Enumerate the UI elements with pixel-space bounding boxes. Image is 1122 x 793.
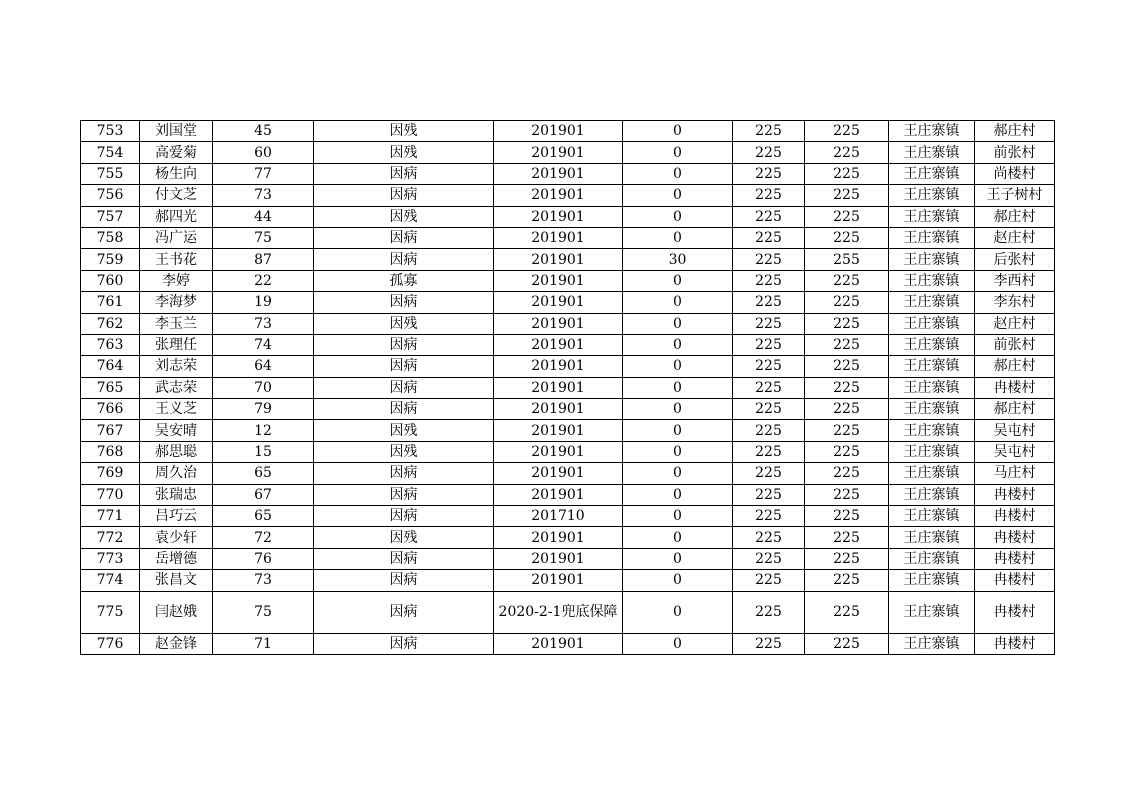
cause-cell: 因病	[314, 484, 494, 505]
village-cell: 冉楼村	[975, 633, 1055, 654]
start-date-cell: 201901	[494, 377, 623, 398]
row-number-cell: 766	[81, 399, 140, 420]
town-cell: 王庄寨镇	[889, 463, 975, 484]
roster-body	[81, 121, 1055, 655]
base-amount-cell: 225	[733, 356, 805, 377]
row-number-cell: 773	[81, 548, 140, 569]
supplement-cell: 0	[623, 334, 733, 355]
village-cell: 吴屯村	[975, 441, 1055, 462]
row-number-cell: 769	[81, 463, 140, 484]
age-cell: 79	[213, 399, 314, 420]
supplement-cell: 0	[623, 270, 733, 291]
village-cell: 前张村	[975, 334, 1055, 355]
row-number-cell: 762	[81, 313, 140, 334]
table-row	[81, 227, 1055, 248]
village-cell: 郝庄村	[975, 206, 1055, 227]
name-cell: 吕巧云	[140, 506, 213, 527]
cause-cell: 因残	[314, 420, 494, 441]
base-amount-cell: 225	[733, 313, 805, 334]
table-row	[81, 633, 1055, 654]
start-date-cell: 201901	[494, 185, 623, 206]
base-amount-cell: 225	[733, 506, 805, 527]
village-cell: 冉楼村	[975, 506, 1055, 527]
name-cell: 袁少轩	[140, 527, 213, 548]
supplement-cell: 0	[623, 506, 733, 527]
age-cell: 71	[213, 633, 314, 654]
cause-cell: 因病	[314, 399, 494, 420]
town-cell: 王庄寨镇	[889, 313, 975, 334]
supplement-cell: 0	[623, 399, 733, 420]
village-cell: 尚楼村	[975, 163, 1055, 184]
name-cell: 冯广运	[140, 227, 213, 248]
row-number-cell: 768	[81, 441, 140, 462]
start-date-cell: 201901	[494, 633, 623, 654]
name-cell: 高爱菊	[140, 142, 213, 163]
start-date-cell: 201901	[494, 484, 623, 505]
start-date-cell: 201901	[494, 249, 623, 270]
cause-cell: 因病	[314, 570, 494, 591]
row-number-cell: 756	[81, 185, 140, 206]
cause-cell: 因病	[314, 463, 494, 484]
total-amount-cell: 225	[805, 527, 889, 548]
table-row	[81, 377, 1055, 398]
age-cell: 12	[213, 420, 314, 441]
name-cell: 闫赵娥	[140, 591, 213, 633]
village-cell: 赵庄村	[975, 227, 1055, 248]
age-cell: 44	[213, 206, 314, 227]
total-amount-cell: 225	[805, 377, 889, 398]
name-cell: 王书花	[140, 249, 213, 270]
supplement-cell: 0	[623, 356, 733, 377]
supplement-cell: 0	[623, 484, 733, 505]
table-row	[81, 463, 1055, 484]
town-cell: 王庄寨镇	[889, 163, 975, 184]
name-cell: 张瑞忠	[140, 484, 213, 505]
row-number-cell: 771	[81, 506, 140, 527]
base-amount-cell: 225	[733, 142, 805, 163]
age-cell: 45	[213, 121, 314, 142]
table-row	[81, 249, 1055, 270]
row-number-cell: 774	[81, 570, 140, 591]
total-amount-cell: 225	[805, 633, 889, 654]
supplement-cell: 0	[623, 377, 733, 398]
town-cell: 王庄寨镇	[889, 484, 975, 505]
total-amount-cell: 225	[805, 121, 889, 142]
base-amount-cell: 225	[733, 633, 805, 654]
base-amount-cell: 225	[733, 334, 805, 355]
name-cell: 郝思聪	[140, 441, 213, 462]
age-cell: 19	[213, 292, 314, 313]
base-amount-cell: 225	[733, 484, 805, 505]
name-cell: 张昌文	[140, 570, 213, 591]
age-cell: 22	[213, 270, 314, 291]
supplement-cell: 0	[623, 313, 733, 334]
total-amount-cell: 225	[805, 313, 889, 334]
age-cell: 60	[213, 142, 314, 163]
age-cell: 73	[213, 313, 314, 334]
village-cell: 后张村	[975, 249, 1055, 270]
cause-cell: 因病	[314, 591, 494, 633]
name-cell: 吴安晴	[140, 420, 213, 441]
row-number-cell: 755	[81, 163, 140, 184]
supplement-cell: 0	[623, 185, 733, 206]
cause-cell: 因病	[314, 506, 494, 527]
row-number-cell: 754	[81, 142, 140, 163]
total-amount-cell: 225	[805, 484, 889, 505]
total-amount-cell: 225	[805, 227, 889, 248]
total-amount-cell: 255	[805, 249, 889, 270]
cause-cell: 因病	[314, 292, 494, 313]
cause-cell: 因残	[314, 527, 494, 548]
village-cell: 赵庄村	[975, 313, 1055, 334]
start-date-cell: 201901	[494, 441, 623, 462]
base-amount-cell: 225	[733, 527, 805, 548]
supplement-cell: 0	[623, 292, 733, 313]
cause-cell: 因病	[314, 185, 494, 206]
start-date-cell: 201901	[494, 527, 623, 548]
town-cell: 王庄寨镇	[889, 377, 975, 398]
name-cell: 张理任	[140, 334, 213, 355]
town-cell: 王庄寨镇	[889, 334, 975, 355]
name-cell: 郝四光	[140, 206, 213, 227]
row-number-cell: 767	[81, 420, 140, 441]
total-amount-cell: 225	[805, 142, 889, 163]
town-cell: 王庄寨镇	[889, 420, 975, 441]
town-cell: 王庄寨镇	[889, 121, 975, 142]
cause-cell: 因病	[314, 334, 494, 355]
town-cell: 王庄寨镇	[889, 399, 975, 420]
total-amount-cell: 225	[805, 185, 889, 206]
row-number-cell: 775	[81, 591, 140, 633]
row-number-cell: 765	[81, 377, 140, 398]
supplement-cell: 0	[623, 163, 733, 184]
town-cell: 王庄寨镇	[889, 185, 975, 206]
row-number-cell: 753	[81, 121, 140, 142]
base-amount-cell: 225	[733, 399, 805, 420]
village-cell: 李东村	[975, 292, 1055, 313]
supplement-cell: 30	[623, 249, 733, 270]
age-cell: 75	[213, 227, 314, 248]
age-cell: 73	[213, 570, 314, 591]
name-cell: 岳增德	[140, 548, 213, 569]
cause-cell: 因病	[314, 163, 494, 184]
start-date-cell: 201901	[494, 270, 623, 291]
town-cell: 王庄寨镇	[889, 591, 975, 633]
table-row	[81, 527, 1055, 548]
assistance-roster-table	[80, 120, 1055, 655]
table-row	[81, 399, 1055, 420]
base-amount-cell: 225	[733, 206, 805, 227]
table-row	[81, 270, 1055, 291]
town-cell: 王庄寨镇	[889, 270, 975, 291]
start-date-cell: 201901	[494, 463, 623, 484]
total-amount-cell: 225	[805, 506, 889, 527]
name-cell: 武志荣	[140, 377, 213, 398]
base-amount-cell: 225	[733, 163, 805, 184]
age-cell: 74	[213, 334, 314, 355]
start-date-cell: 201901	[494, 548, 623, 569]
village-cell: 前张村	[975, 142, 1055, 163]
total-amount-cell: 225	[805, 334, 889, 355]
start-date-cell: 201901	[494, 163, 623, 184]
start-date-cell: 2020-2-1兜底保障	[494, 591, 623, 633]
village-cell: 冉楼村	[975, 570, 1055, 591]
table-row	[81, 506, 1055, 527]
supplement-cell: 0	[623, 227, 733, 248]
row-number-cell: 760	[81, 270, 140, 291]
row-number-cell: 761	[81, 292, 140, 313]
age-cell: 73	[213, 185, 314, 206]
name-cell: 付文芝	[140, 185, 213, 206]
start-date-cell: 201901	[494, 206, 623, 227]
town-cell: 王庄寨镇	[889, 227, 975, 248]
table-row	[81, 420, 1055, 441]
table-row	[81, 334, 1055, 355]
base-amount-cell: 225	[733, 377, 805, 398]
base-amount-cell: 225	[733, 292, 805, 313]
village-cell: 吴屯村	[975, 420, 1055, 441]
total-amount-cell: 225	[805, 163, 889, 184]
town-cell: 王庄寨镇	[889, 142, 975, 163]
name-cell: 李海梦	[140, 292, 213, 313]
village-cell: 冉楼村	[975, 548, 1055, 569]
cause-cell: 因残	[314, 206, 494, 227]
row-number-cell: 776	[81, 633, 140, 654]
age-cell: 65	[213, 506, 314, 527]
start-date-cell: 201901	[494, 334, 623, 355]
town-cell: 王庄寨镇	[889, 506, 975, 527]
row-number-cell: 764	[81, 356, 140, 377]
row-number-cell: 759	[81, 249, 140, 270]
name-cell: 杨生向	[140, 163, 213, 184]
table-row	[81, 484, 1055, 505]
table-row	[81, 591, 1055, 633]
supplement-cell: 0	[623, 420, 733, 441]
village-cell: 冉楼村	[975, 484, 1055, 505]
age-cell: 67	[213, 484, 314, 505]
base-amount-cell: 225	[733, 570, 805, 591]
cause-cell: 孤寡	[314, 270, 494, 291]
start-date-cell: 201901	[494, 570, 623, 591]
supplement-cell: 0	[623, 142, 733, 163]
village-cell: 马庄村	[975, 463, 1055, 484]
village-cell: 郝庄村	[975, 356, 1055, 377]
table-row	[81, 292, 1055, 313]
base-amount-cell: 225	[733, 227, 805, 248]
base-amount-cell: 225	[733, 548, 805, 569]
town-cell: 王庄寨镇	[889, 249, 975, 270]
total-amount-cell: 225	[805, 356, 889, 377]
table-row	[81, 548, 1055, 569]
supplement-cell: 0	[623, 463, 733, 484]
start-date-cell: 201901	[494, 121, 623, 142]
table-row	[81, 570, 1055, 591]
base-amount-cell: 225	[733, 420, 805, 441]
base-amount-cell: 225	[733, 185, 805, 206]
row-number-cell: 770	[81, 484, 140, 505]
age-cell: 15	[213, 441, 314, 462]
total-amount-cell: 225	[805, 206, 889, 227]
age-cell: 87	[213, 249, 314, 270]
town-cell: 王庄寨镇	[889, 441, 975, 462]
name-cell: 李玉兰	[140, 313, 213, 334]
age-cell: 77	[213, 163, 314, 184]
age-cell: 65	[213, 463, 314, 484]
base-amount-cell: 225	[733, 270, 805, 291]
total-amount-cell: 225	[805, 548, 889, 569]
total-amount-cell: 225	[805, 463, 889, 484]
cause-cell: 因病	[314, 548, 494, 569]
village-cell: 冉楼村	[975, 377, 1055, 398]
age-cell: 70	[213, 377, 314, 398]
start-date-cell: 201901	[494, 399, 623, 420]
supplement-cell: 0	[623, 206, 733, 227]
document-page	[80, 120, 1055, 655]
town-cell: 王庄寨镇	[889, 548, 975, 569]
row-number-cell: 758	[81, 227, 140, 248]
supplement-cell: 0	[623, 441, 733, 462]
table-row	[81, 121, 1055, 142]
village-cell: 王子树村	[975, 185, 1055, 206]
start-date-cell: 201901	[494, 227, 623, 248]
village-cell: 冉楼村	[975, 527, 1055, 548]
name-cell: 刘志荣	[140, 356, 213, 377]
town-cell: 王庄寨镇	[889, 527, 975, 548]
supplement-cell: 0	[623, 570, 733, 591]
total-amount-cell: 225	[805, 399, 889, 420]
name-cell: 刘国堂	[140, 121, 213, 142]
total-amount-cell: 225	[805, 591, 889, 633]
total-amount-cell: 225	[805, 570, 889, 591]
table-row	[81, 163, 1055, 184]
table-row	[81, 356, 1055, 377]
town-cell: 王庄寨镇	[889, 570, 975, 591]
cause-cell: 因残	[314, 142, 494, 163]
base-amount-cell: 225	[733, 441, 805, 462]
table-row	[81, 142, 1055, 163]
base-amount-cell: 225	[733, 463, 805, 484]
table-row	[81, 441, 1055, 462]
cause-cell: 因病	[314, 633, 494, 654]
age-cell: 72	[213, 527, 314, 548]
supplement-cell: 0	[623, 527, 733, 548]
table-row	[81, 206, 1055, 227]
supplement-cell: 0	[623, 121, 733, 142]
name-cell: 王义芝	[140, 399, 213, 420]
cause-cell: 因病	[314, 356, 494, 377]
town-cell: 王庄寨镇	[889, 633, 975, 654]
table-row	[81, 185, 1055, 206]
start-date-cell: 201901	[494, 292, 623, 313]
village-cell: 冉楼村	[975, 591, 1055, 633]
start-date-cell: 201901	[494, 142, 623, 163]
base-amount-cell: 225	[733, 591, 805, 633]
cause-cell: 因残	[314, 441, 494, 462]
name-cell: 李婷	[140, 270, 213, 291]
age-cell: 64	[213, 356, 314, 377]
town-cell: 王庄寨镇	[889, 206, 975, 227]
supplement-cell: 0	[623, 633, 733, 654]
name-cell: 赵金锋	[140, 633, 213, 654]
cause-cell: 因残	[314, 313, 494, 334]
start-date-cell: 201901	[494, 420, 623, 441]
age-cell: 75	[213, 591, 314, 633]
cause-cell: 因病	[314, 377, 494, 398]
village-cell: 李西村	[975, 270, 1055, 291]
town-cell: 王庄寨镇	[889, 292, 975, 313]
town-cell: 王庄寨镇	[889, 356, 975, 377]
start-date-cell: 201901	[494, 313, 623, 334]
village-cell: 郝庄村	[975, 121, 1055, 142]
cause-cell: 因病	[314, 249, 494, 270]
age-cell: 76	[213, 548, 314, 569]
name-cell: 周久治	[140, 463, 213, 484]
total-amount-cell: 225	[805, 420, 889, 441]
supplement-cell: 0	[623, 591, 733, 633]
row-number-cell: 757	[81, 206, 140, 227]
cause-cell: 因病	[314, 227, 494, 248]
total-amount-cell: 225	[805, 270, 889, 291]
base-amount-cell: 225	[733, 121, 805, 142]
supplement-cell: 0	[623, 548, 733, 569]
row-number-cell: 763	[81, 334, 140, 355]
start-date-cell: 201710	[494, 506, 623, 527]
row-number-cell: 772	[81, 527, 140, 548]
base-amount-cell: 225	[733, 249, 805, 270]
start-date-cell: 201901	[494, 356, 623, 377]
village-cell: 郝庄村	[975, 399, 1055, 420]
total-amount-cell: 225	[805, 292, 889, 313]
table-row	[81, 313, 1055, 334]
cause-cell: 因残	[314, 121, 494, 142]
total-amount-cell: 225	[805, 441, 889, 462]
